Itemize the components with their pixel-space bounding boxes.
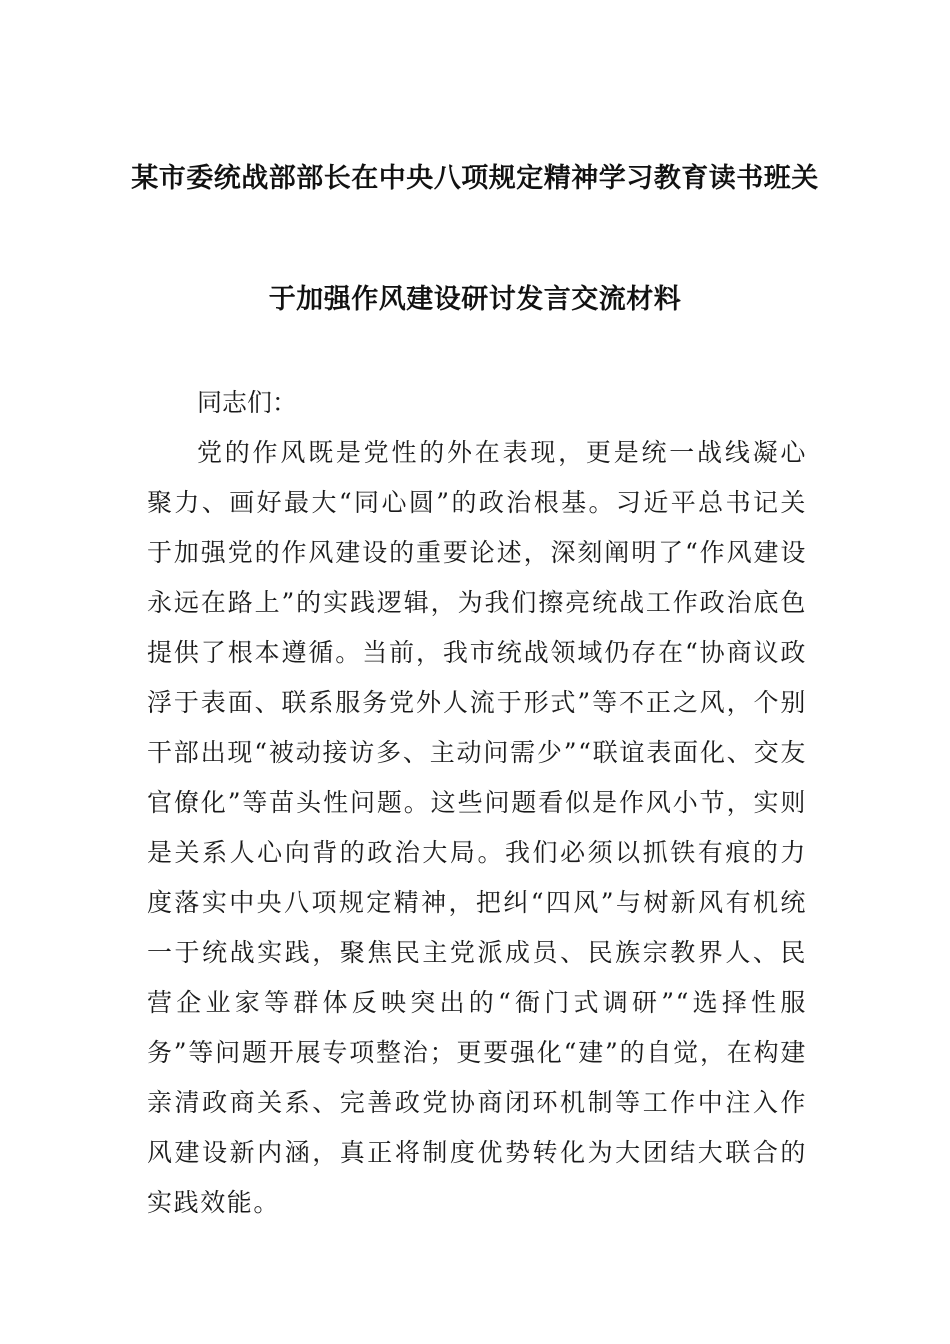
document-body: [147, 378, 807, 1228]
document-title-line-2: 于加强作风建设研讨发言交流材料: [268, 284, 682, 315]
body-paragraph: 党的作风既是党性的外在表现，更是统一战线凝心聚力、画好最大“同心圆”的政治根基。习近平总书记关于加强党的作风建设的重要论述，深刻阐明了“作风建设永远在路上”的实践逻辑，为我们擦亮统战工作政治底色提供了根本遵循。当前，我市统战领域仍存在“协商议政浮于表面、联系服务党外人流于形式”等不正之风，个别干部出现“被动接访多、主动问需少”“联谊表面化、交友官僚化”等苗头性问题。这些问题看似是作风小节，实则是关系人心向背的政治大局。我们必须以抓铁有痕的力度落实中央八项规定精神，把纠“四风”与树新风有机统一于统战实践，聚焦民主党派成员、民族宗教界人、民营企业家等群体反映突出的“衙门式调研”“选择性服务”等问题开展专项整治；更要强化“建”的自觉，在构建亲清政商关系、完善政党协商闭环机制等工作中注入作风建设新内涵，真正将制度优势转化为大团结大联合的实践效能。: [147, 438, 807, 1217]
salutation: 同志们：: [197, 388, 298, 417]
document-title-line-1: 某市委统战部部长在中央八项规定精神学习教育读书班关: [131, 163, 819, 194]
